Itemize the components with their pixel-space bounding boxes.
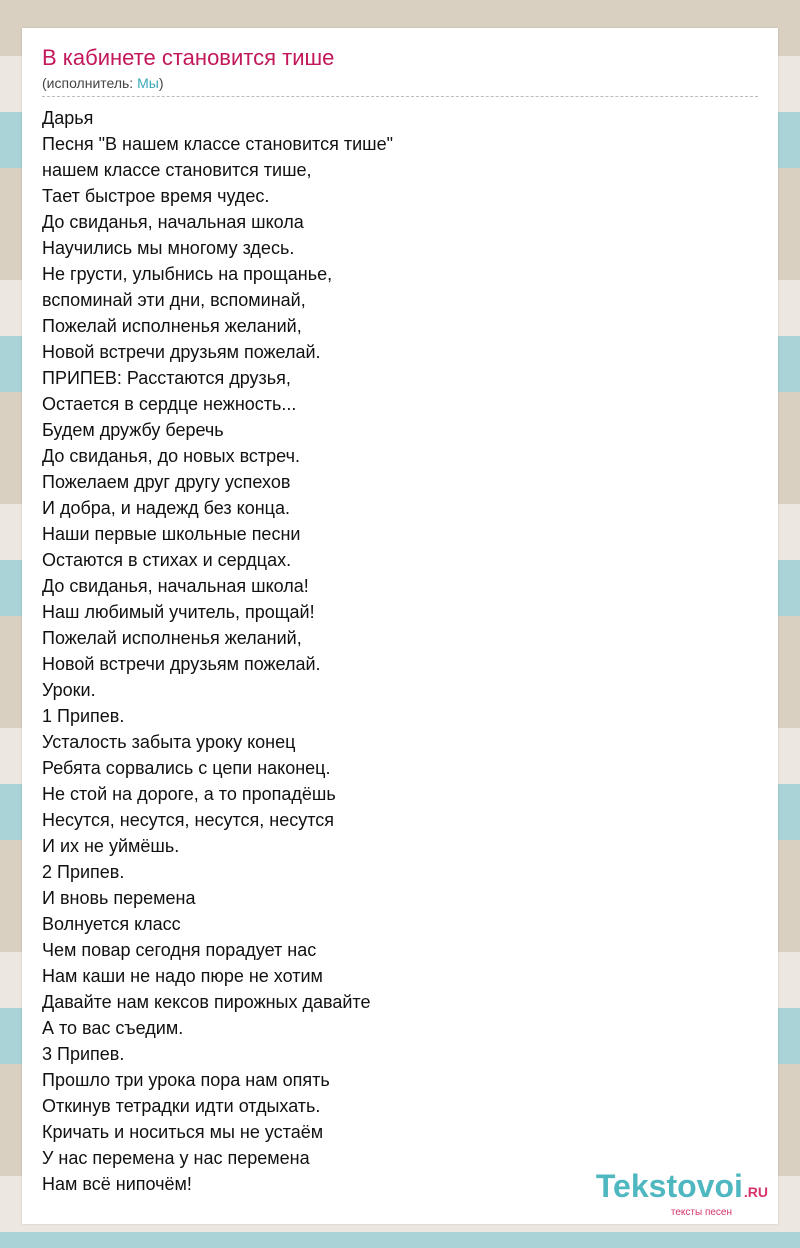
lyric-line: Не грусти, улыбнись на прощанье,	[42, 264, 333, 284]
logo-name: Tekstovoi	[595, 1168, 743, 1204]
lyric-line: Наш любимый учитель, прощай!	[42, 602, 315, 622]
lyric-line: И их не уймёшь.	[42, 836, 180, 856]
lyric-line: Песня "В нашем классе становится тише"	[42, 134, 393, 154]
lyric-line: И добра, и надежд без конца.	[42, 498, 290, 518]
lyric-line: 3 Припев.	[42, 1044, 125, 1064]
lyric-line: Остается в сердце нежность...	[42, 394, 297, 414]
site-logo[interactable]	[596, 1170, 768, 1218]
lyric-line: Пожелай исполненья желаний,	[42, 628, 302, 648]
lyric-line: Не стой на дороге, а то пропадёшь	[42, 784, 336, 804]
lyrics-card	[22, 28, 778, 1224]
lyric-line: Чем повар сегодня порадует нас	[42, 940, 317, 960]
lyric-line: вспоминай эти дни, вспоминай,	[42, 290, 306, 310]
lyric-line: 2 Припев.	[42, 862, 125, 882]
logo-tagline: тексты песен	[670, 1207, 732, 1218]
lyric-line: Будем дружбу беречь	[42, 420, 224, 440]
lyric-line: нашем классе становится тише,	[42, 160, 312, 180]
lyric-line: Остаются в стихах и сердцах.	[42, 550, 292, 570]
artist-suffix: )	[158, 75, 164, 91]
lyric-line: Ребята сорвались с цепи наконец.	[42, 758, 331, 778]
lyric-line: Нам всё нипочём!	[42, 1174, 192, 1194]
logo-tld: .RU	[743, 1184, 768, 1200]
lyric-line: ПРИПЕВ: Расстаются друзья,	[42, 368, 291, 388]
lyric-line: Уроки.	[42, 680, 96, 700]
artist-prefix: (исполнитель:	[42, 75, 138, 91]
lyric-line: До свиданья, до новых встреч.	[42, 446, 300, 466]
lyric-line: А то вас съедим.	[42, 1018, 184, 1038]
lyric-line: Волнуется класс	[42, 914, 181, 934]
lyric-line: 1 Припев.	[42, 706, 125, 726]
lyric-line: Пожелай исполненья желаний,	[42, 316, 302, 336]
lyric-line: Прошло три урока пора нам опять	[42, 1070, 330, 1090]
lyric-line: Тает быстрое время чудес.	[42, 186, 270, 206]
song-meta	[42, 74, 164, 92]
lyric-line: Откинув тетрадки идти отдыхать.	[42, 1096, 321, 1116]
lyric-line: Наши первые школьные песни	[42, 524, 301, 544]
lyric-line: Дарья	[42, 108, 94, 128]
lyric-line: Кричать и носиться мы не устаём	[42, 1122, 324, 1142]
lyric-line: До свиданья, начальная школа!	[42, 576, 309, 596]
lyric-line: Новой встречи друзьям пожелай.	[42, 342, 321, 362]
title-divider	[42, 96, 758, 97]
lyric-line: Усталость забыта уроку конец	[42, 732, 296, 752]
lyric-line: У нас перемена у нас перемена	[42, 1148, 310, 1168]
lyric-line: Несутся, несутся, несутся, несутся	[42, 810, 335, 830]
lyric-line: Нам каши не надо пюре не хотим	[42, 966, 323, 986]
lyric-line: Давайте нам кексов пирожных давайте	[42, 992, 371, 1012]
lyric-line: До свиданья, начальная школа	[42, 212, 304, 232]
song-title: В кабинете становится тише	[42, 45, 335, 70]
lyric-line: Научились мы многому здесь.	[42, 238, 295, 258]
lyric-line: Новой встречи друзьям пожелай.	[42, 654, 321, 674]
lyrics-text	[42, 105, 393, 1197]
lyric-line: И вновь перемена	[42, 888, 196, 908]
lyric-line: Пожелаем друг другу успехов	[42, 472, 291, 492]
artist-link[interactable]: Мы	[137, 75, 159, 91]
